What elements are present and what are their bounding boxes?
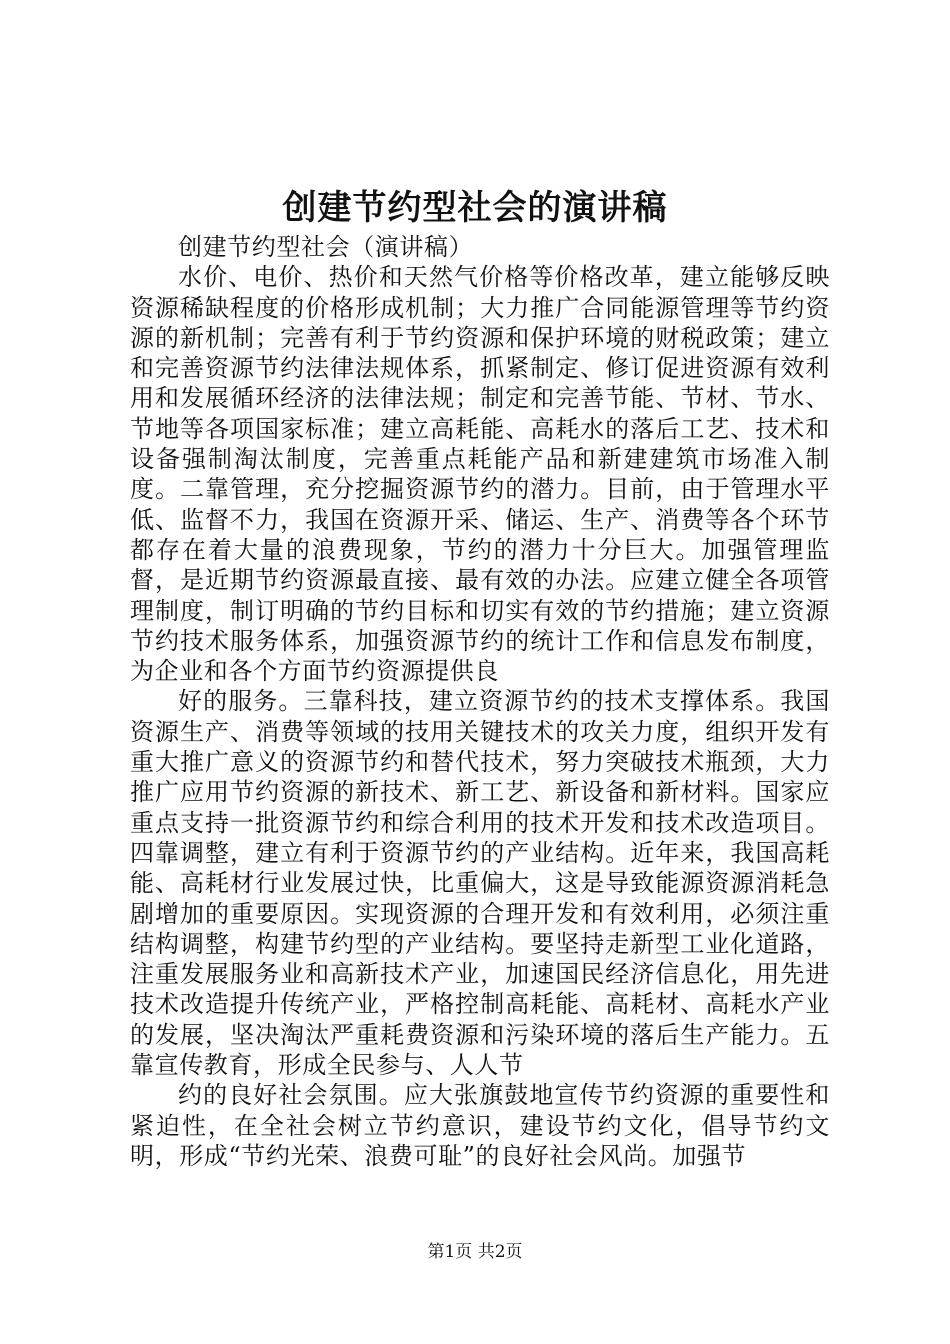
- body-paragraph-3: 约的良好社会氛围。应大张旗鼓地宣传节约资源的重要性和紧迫性，在全社会树立节约意识，建设节约文化，倡导节约文明，形成“节约光荣、浪费可耻”的良好社会风尚。加强节: [130, 1081, 830, 1170]
- subtitle-line: 创建节约型社会（演讲稿）: [178, 233, 474, 261]
- document-body: [130, 232, 830, 1171]
- document-title: 创建节约型社会的演讲稿: [282, 188, 668, 228]
- body-paragraph-2: 好的服务。三靠科技，建立资源节约的技术支撑体系。我国资源生产、消费等领域的技用关键技术的攻关力度，组织开发有重大推广意义的资源节约和替代技术，努力突破技术瓶颈，大力推广应用节约资源的新技术、新工艺、新设备和新材料。国家应重点支持一批资源节约和综合利用的技术开发和技术改造项目。四靠调整，建立有利于资源节约的产业结构。近年来，我国高耗能、高耗材行业发展过快，比重偏大，这是导致能源资源消耗急剧增加的重要原因。实现资源的合理开发和有效利用，必须注重结构调整，构建节约型的产业结构。要坚持走新型工业化道路，注重发展服务业和高新技术产业，加速国民经济信息化，用先进技术改造提升传统产业，严格控制高耗能、高耗材、高耗水产业的发展，坚决淘汰严重耗费资源和污染环境的落后生产能力。五靠宣传教育，形成全民参与、人人节: [130, 687, 830, 1080]
- body-paragraph-1: 水价、电价、热价和天然气价格等价格改革，建立能够反映资源稀缺程度的价格形成机制；大力推广合同能源管理等节约资源的新机制；完善有利于节约资源和保护环境的财税政策；建立和完善资源节约法律法规体系，抓紧制定、修订促进资源有效利用和发展循环经济的法律法规；制定和完善节能、节材、节水、节地等各项国家标准；建立高耗能、高耗水的落后工艺、技术和设备强制淘汰制度，完善重点耗能产品和新建建筑市场准入制度。二靠管理，充分挖掘资源节约的潜力。目前，由于管理水平低、监督不力，我国在资源开采、储运、生产、消费等各个环节都存在着大量的浪费现象，节约的潜力十分巨大。加强管理监督，是近期节约资源最直接、最有效的办法。应建立健全各项管理制度，制订明确的节约目标和切实有效的节约措施；建立资源节约技术服务体系，加强资源节约的统计工作和信息发布制度，为企业和各个方面节约资源提供良: [130, 263, 830, 686]
- page-number-footer: 第1页 共2页: [427, 1242, 523, 1262]
